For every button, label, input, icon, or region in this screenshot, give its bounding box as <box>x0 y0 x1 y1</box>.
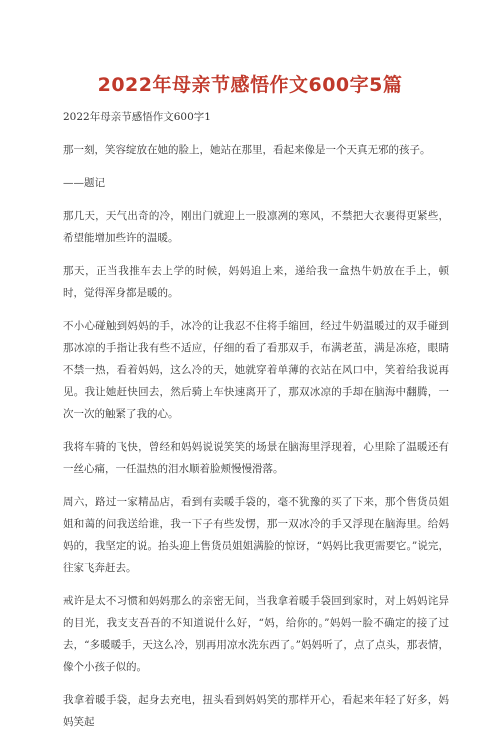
article-paragraph: 不小心碰触到妈妈的手，冰冷的让我忍不住将手缩回，经过牛奶温暖过的双手碰到那冰凉的手指让我有些不适应，仔细的看了看那双手，布满老茧，满是冻疮，眼睛不禁一热，看着妈妈，这么冷的天，她就穿着单薄的衣站在风口中，笑着给我说再见。我让她赶快回去，然后骑上车快速离开了，那双冰凉的手却在脑海中翻腾，一次一次的触紧了我的心。 <box>63 320 449 420</box>
article-paragraph: 周六，路过一家精品店，看到有卖暖手袋的，毫不犹豫的买了下来，那个售货员姐姐和蔼的问我送给谁，我一下子有些发愣，那一双冰冷的手又浮现在脑海里。给妈妈的，我坚定的说。抬头迎上售货员姐姐满脸的惊讶，“妈妈比我更需要它。”说完，往家飞奔赶去。 <box>63 496 449 574</box>
article-paragraph-epigraph: ——题记 <box>63 177 105 189</box>
article-body <box>63 106 449 744</box>
article-paragraph: 那天，正当我推车去上学的时候，妈妈追上来，递给我一盒热牛奶放在手上，顿时，觉得浑身都是暖的。 <box>63 265 449 299</box>
article-paragraph: 戒许是太不习惯和妈妈那么的亲密无间，当我拿着暖手袋回到家时，对上妈妈诧异的目光，我支支吾吾的不知道说什么好，“妈，给你的。”妈妈一脸不确定的接了过去，“多暖暖手，天这么冷，别再用凉水洗东西了。”妈妈听了，点了点头，那表情，像个小孩子似的。 <box>63 595 449 673</box>
article-paragraph: 我将车骑的飞快，曾经和妈妈说说笑笑的场景在脑海里浮现着，心里除了温暖还有一丝心痛，一任温热的泪水顺着脸颊慢慢滑落。 <box>63 441 449 475</box>
article-paragraph: 那一刻，笑容绽放在她的脸上，她站在那里，看起来像是一个天真无邪的孩子。 <box>63 144 431 156</box>
article-paragraph-subtitle: 2022年母亲节感悟作文600字1 <box>63 111 211 123</box>
document-title: 2022年母亲节感悟作文600字5篇 <box>97 74 403 96</box>
article-paragraph: 那几天，天气出奇的冷，刚出门就迎上一股凛冽的寒风，不禁把大衣裹得更紧些，希望能增加些许的温暖。 <box>63 210 449 244</box>
article-paragraph: 我拿着暖手袋，起身去充电，扭头看到妈妈笑的那样开心，看起来年轻了好多，妈妈笑起 <box>63 694 449 728</box>
